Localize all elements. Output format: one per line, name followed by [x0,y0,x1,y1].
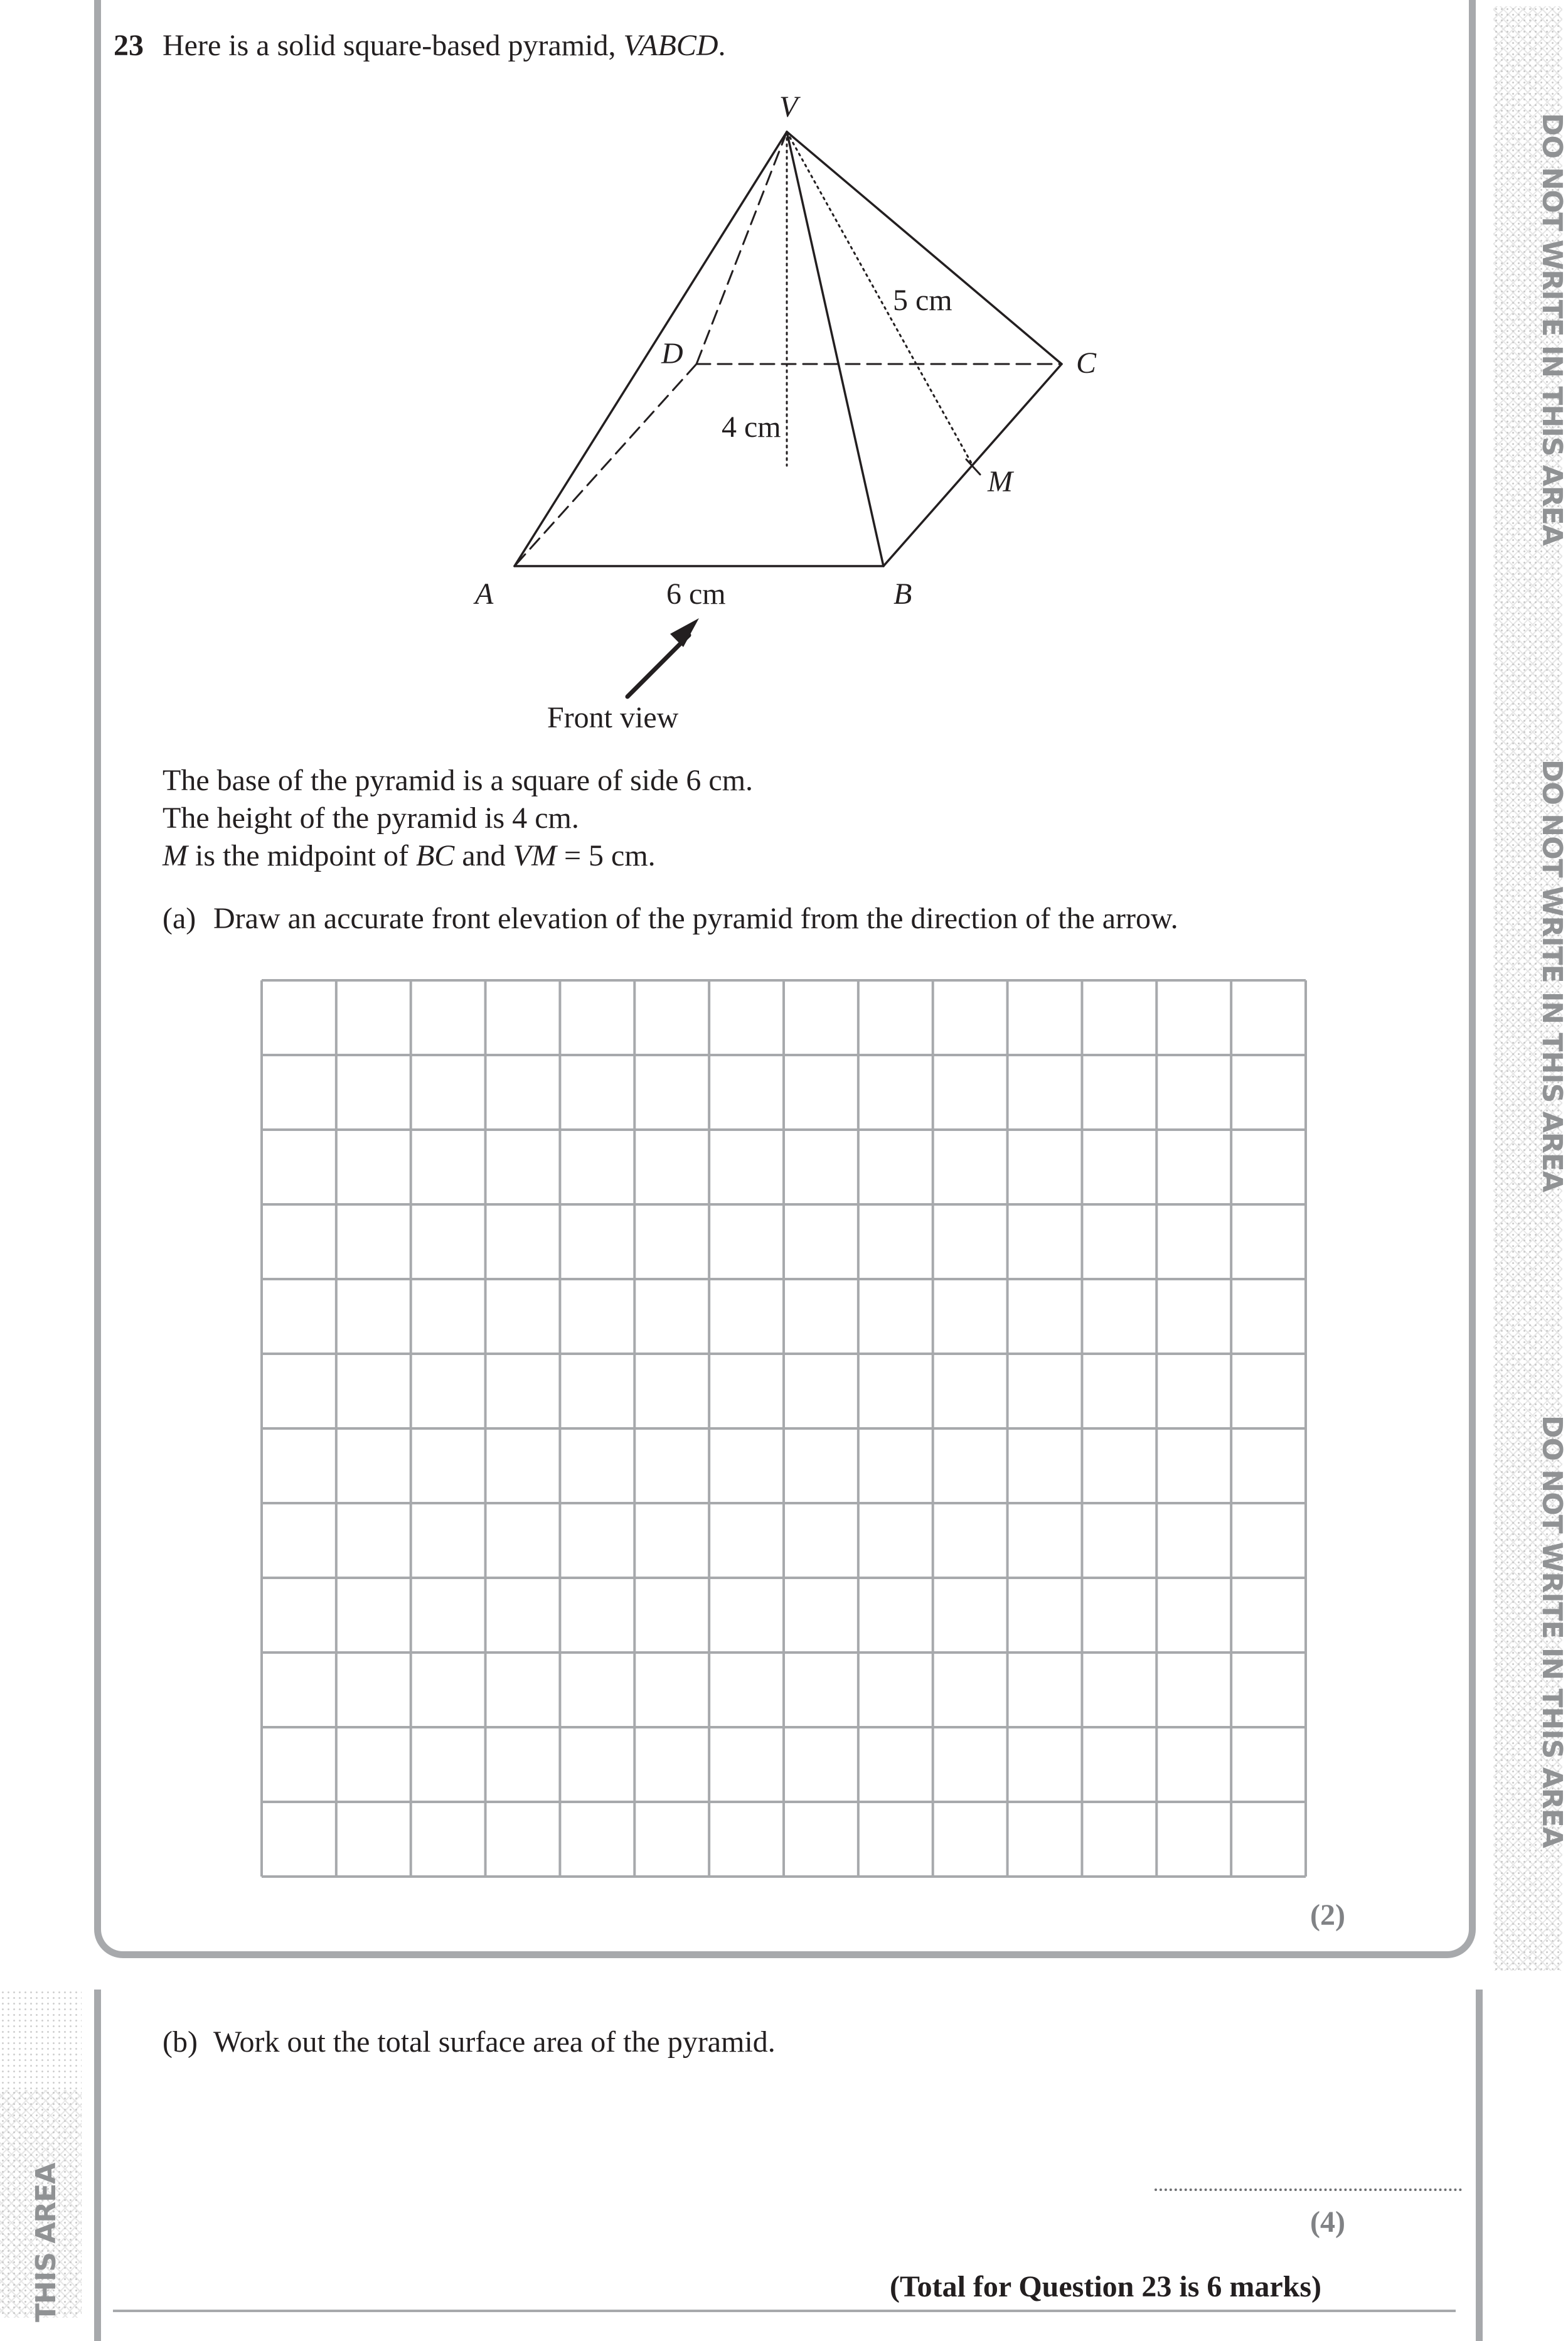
bottom-rule [113,2310,1456,2312]
margin-warning-2: DO NOT WRITE IN THIS AREA [1536,759,1568,1192]
question-intro: Here is a solid square-based pyramid, VABCD. [163,29,726,62]
midpoint-tick [966,459,980,474]
base-label: 6 cm [666,577,726,611]
question-number: 23 [114,29,144,62]
info-line-2: The height of the pyramid is 4 cm. [163,801,579,835]
vertex-label-m: M [988,465,1013,498]
front-view-arrow-shaft [627,635,689,697]
part-a-label: (a) [163,902,196,935]
vertex-label-d: D [661,337,683,370]
part-a-marks: (2) [1310,1899,1345,1932]
info-line-1: The base of the pyramid is a square of side 6 cm. [163,764,754,797]
front-view-label: Front view [547,701,679,734]
edge-vb [787,132,883,566]
drawing-grid[interactable] [260,979,1307,1878]
edge-vd-hidden [696,132,787,364]
part-b-label: (b) [163,2025,198,2059]
front-view-arrow-head [670,618,699,647]
margin-warning-1: DO NOT WRITE IN THIS AREA [1536,113,1568,545]
edge-va [515,132,787,566]
info-line-3: M is the midpoint of BC and VM = 5 cm. [163,839,656,872]
edge-da-hidden [515,364,696,566]
vertex-label-b: B [893,577,912,611]
margin-warning-3: DO NOT WRITE IN THIS AREA [1536,1415,1568,1848]
part-b-text: Work out the total surface area of the pyramid. [213,2025,776,2059]
part-b-marks: (4) [1310,2205,1345,2239]
slant-height-label: 5 cm [893,284,952,317]
vertex-label-c: C [1076,346,1097,380]
frame-left-edge [94,1990,101,2341]
vertex-label-a: A [475,577,494,611]
frame-right-edge [1476,1990,1483,2341]
question-total: (Total for Question 23 is 6 marks) [890,2270,1322,2303]
margin-warning-left: THIS AREA [30,2163,62,2322]
edge-vc [787,132,1062,364]
answer-line[interactable] [1155,2188,1462,2191]
height-label: 4 cm [722,410,781,444]
part-a-text: Draw an accurate front elevation of the pyramid from the direction of the arrow. [213,902,1178,935]
vertex-label-v: V [779,90,798,124]
